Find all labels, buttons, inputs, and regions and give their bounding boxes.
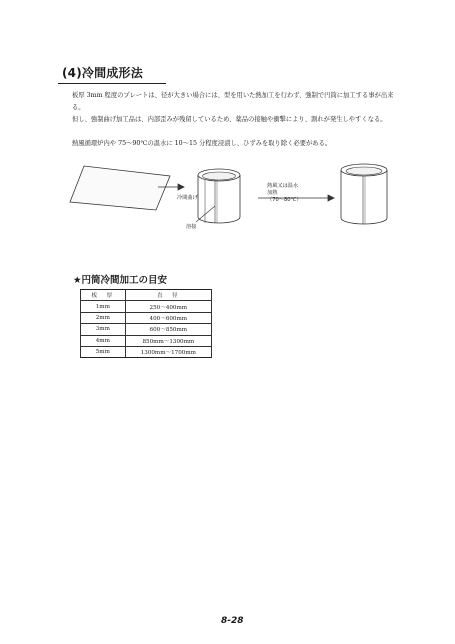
table-row [81, 312, 212, 323]
arrow-head [328, 195, 334, 201]
header-diameter: 直 径 [125, 290, 211, 301]
diameter-cell: 1300mm～1700mm [125, 346, 211, 357]
cylinder-guide-table [80, 289, 212, 358]
paragraph: 但し、強制曲げ加工品は、内部歪みが残留しているため、薬品の接触や衝撃により、割れが発生しやすくなる。 [72, 116, 387, 123]
flat-plate-shape [70, 166, 170, 210]
diameter-cell: 400～600mm [125, 312, 211, 323]
thickness-cell: 2mm [81, 312, 126, 323]
cylinder-finished-shape [341, 164, 387, 224]
heading-underline [58, 83, 166, 84]
forming-diagram [58, 158, 398, 238]
heat-label [267, 183, 327, 204]
bend-label: 冷間曲げ [177, 195, 198, 201]
diameter-cell: 250～400mm [125, 301, 211, 312]
diameter-cell: 850mm～1300mm [125, 335, 211, 346]
thickness-cell: 1mm [81, 301, 126, 312]
weld-label: 溶接 [186, 224, 197, 230]
thickness-cell: 4mm [81, 335, 126, 346]
header-thickness: 板 厚 [81, 290, 126, 301]
table-row [81, 335, 212, 346]
section-heading: (4)冷間成形法 [62, 66, 143, 80]
table-row [81, 301, 212, 312]
diameter-cell: 600～850mm [125, 324, 211, 335]
page-number: 8-28 [221, 616, 244, 626]
table-row [81, 346, 212, 357]
heat-label-line: 熱風又は温水 [267, 183, 299, 189]
table-header-row [81, 290, 212, 301]
table-title: ★円筒冷間加工の目安 [73, 275, 168, 286]
thickness-cell: 5mm [81, 346, 126, 357]
table-row [81, 324, 212, 335]
paragraph: 熱風循環炉内や 75～90℃の温水に 10～15 分程度浸漬し、ひずみを取り除く必要がある。 [72, 140, 332, 147]
thickness-cell: 3mm [81, 324, 126, 335]
heat-label-line: （70～80℃） [267, 197, 302, 203]
paragraph: 板厚 3mm 程度のプレートは、径が大きい場合には、型を用いた熱加工を行わず、強制で円筒に加工する事が出来る。 [72, 92, 394, 112]
heat-label-line: 加熱 [267, 190, 278, 196]
arrow-head [178, 184, 184, 190]
